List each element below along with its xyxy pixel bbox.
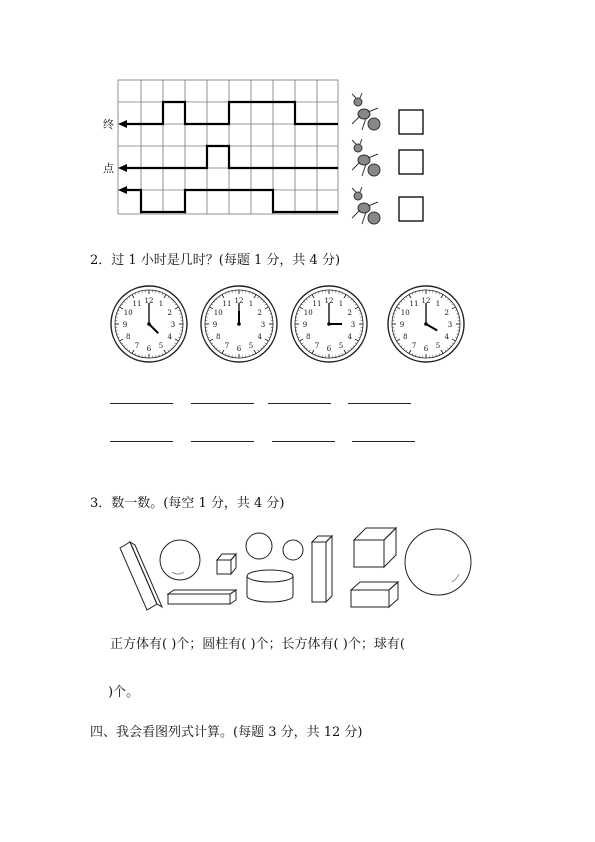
clock-numeral: 10 [400,309,410,317]
clock-numeral: 9 [212,321,218,329]
clock-numeral: 7 [411,341,417,350]
clock-numeral: 6 [236,345,242,353]
clock-numeral: 10 [213,309,223,317]
clock-numeral: 12 [234,297,244,305]
clock-numeral: 4 [167,333,173,341]
clock-numeral: 1 [158,300,164,309]
clock-numeral: 5 [338,341,344,350]
clock-numeral: 3 [350,321,356,329]
clock-numeral: 2 [257,309,263,317]
shape-tall-cuboid [312,536,332,602]
clock-numeral: 4 [257,333,263,341]
section4-heading: 四、我会看图列式计算。(每题 3 分，共 12 分) [90,725,363,740]
clock-numeral: 2 [347,309,353,317]
clock-numeral: 11 [132,300,142,309]
clock-numeral: 11 [409,300,419,309]
q3-fill-line-2: )个。 [108,685,140,700]
clock-numeral: 11 [222,300,232,309]
clock-numeral: 3 [447,321,453,329]
clock-numeral: 12 [421,297,431,305]
clock-numeral: 10 [303,309,313,317]
q3-heading: 3．数一数。(每空 1 分，共 4 分) [90,496,285,511]
clock-numeral: 7 [224,341,230,350]
clock-numeral: 12 [144,297,154,305]
shape-sphere [283,540,303,560]
clock-numeral: 8 [305,333,311,341]
clock-numeral: 6 [326,345,332,353]
clock-numeral: 10 [123,309,133,317]
shape-big-sphere [405,529,471,595]
end-label-1: 终 [103,118,114,131]
clock-numeral: 8 [402,333,408,341]
clock-numeral: 7 [134,341,140,350]
clock-numeral: 5 [158,341,164,350]
clock-numeral: 11 [312,300,322,309]
clock-numeral: 5 [435,341,441,350]
shape-cube [354,528,396,567]
clock-numeral: 2 [444,309,450,317]
shape-long-cuboid-tilted [120,542,162,610]
clock-numeral: 9 [399,321,405,329]
q2-heading: 2．过 1 小时是几时？(每题 1 分，共 4 分) [90,253,341,268]
clock-numeral: 1 [435,300,441,309]
clock-numeral: 1 [248,300,254,309]
clock-numeral: 7 [314,341,320,350]
shape-cuboid [351,582,398,607]
clock-numeral: 5 [248,341,254,350]
clock-numeral: 12 [324,297,334,305]
q3-fill-line-1: 正方体有( )个；圆柱有( )个；长方体有( )个；球有( [110,637,405,652]
clock-numeral: 9 [122,321,128,329]
clock-numeral: 4 [444,333,450,341]
clock-numeral: 2 [167,309,173,317]
clock-numeral: 3 [260,321,266,329]
clock-numeral: 8 [215,333,221,341]
clock-numeral: 3 [170,321,176,329]
clock-numeral: 1 [338,300,344,309]
shape-cylinder [247,570,293,602]
clock-numeral: 9 [302,321,308,329]
shape-flat-cuboid [168,590,236,604]
clock-numeral: 8 [125,333,131,341]
clock-numeral: 6 [423,345,429,353]
end-label-2: 点 [103,162,114,175]
shape-sphere [246,533,272,559]
shape-cube-small [217,554,236,574]
clock-numeral: 4 [347,333,353,341]
clock-numeral: 6 [146,345,152,353]
